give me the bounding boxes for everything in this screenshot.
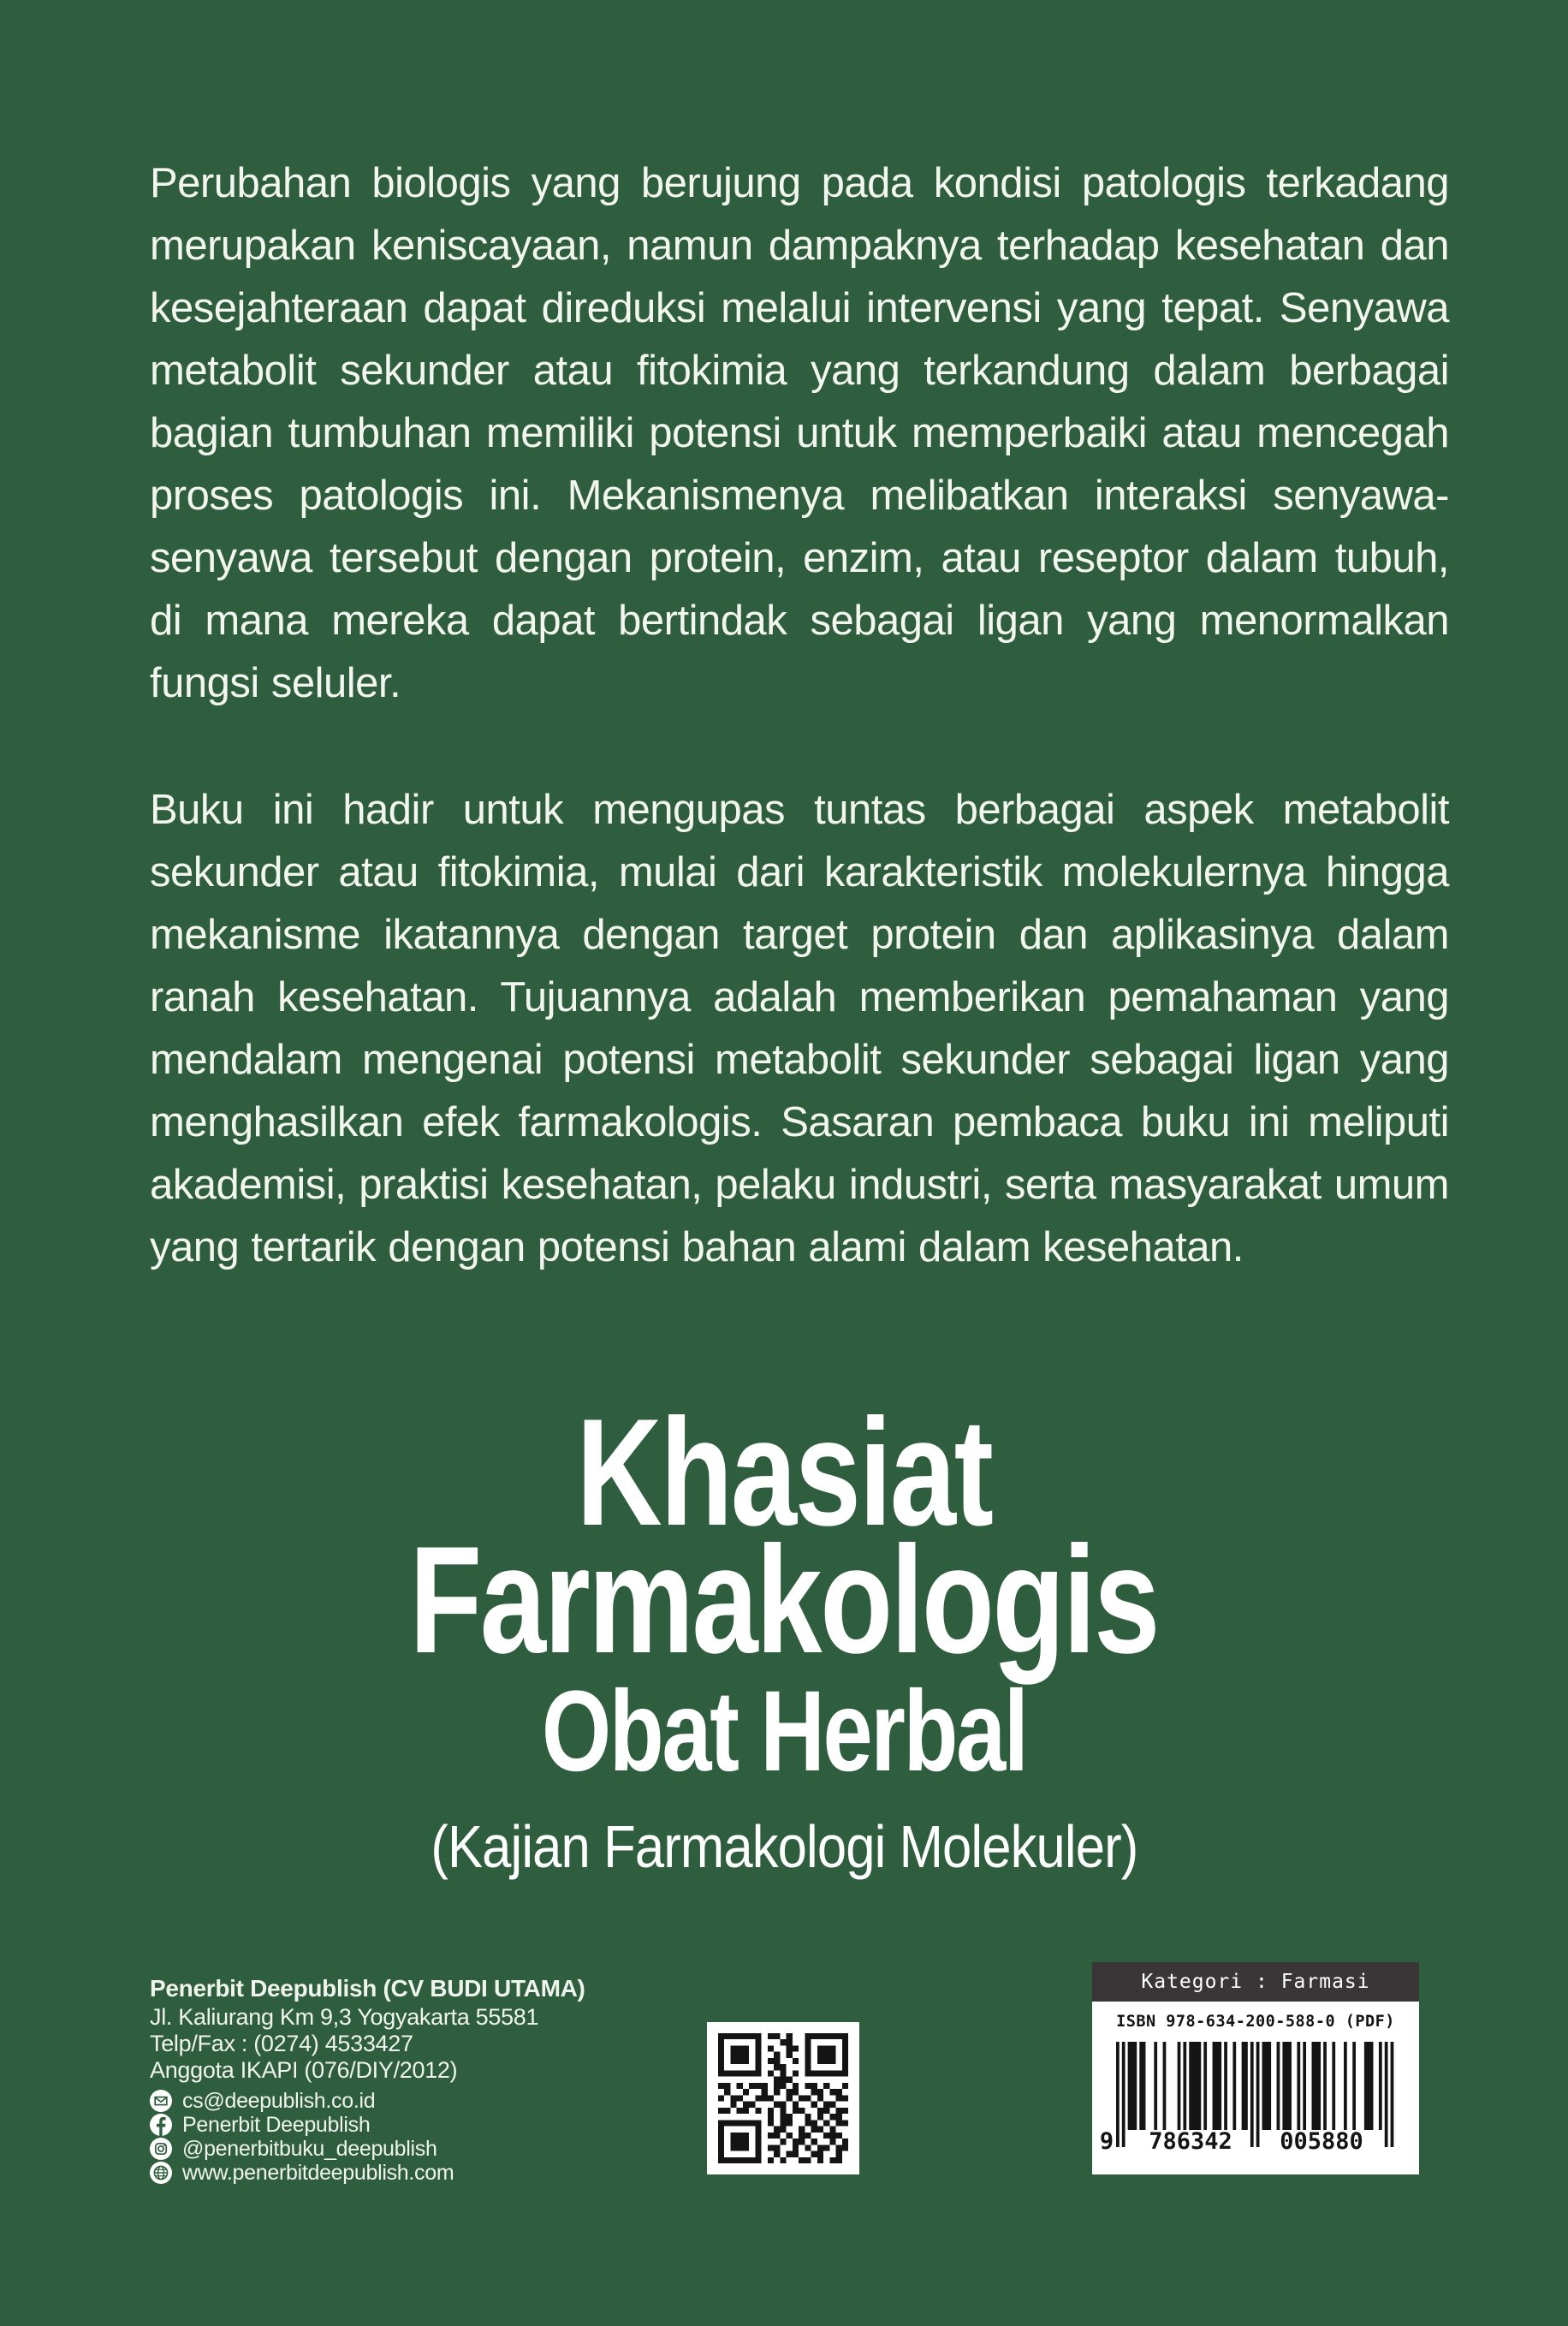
book-title-line-3: Obat Herbal (541, 1668, 1027, 1795)
barcode-digit-group-2: 005880 (1280, 2128, 1363, 2155)
book-subtitle: (Kajian Farmakologi Molekuler) (430, 1813, 1138, 1880)
instagram-icon (150, 2138, 172, 2160)
contact-row-facebook (150, 2113, 680, 2137)
contact-row-email (150, 2089, 680, 2113)
publisher-name: Penerbit Deepublish (CV BUDI UTAMA) (150, 1975, 585, 2002)
contact-label-website: www.penerbitdeepublish.com (182, 2161, 454, 2185)
facebook-icon (150, 2114, 172, 2136)
category-bar (1092, 1962, 1419, 2002)
contact-label-email: cs@deepublish.co.id (182, 2089, 376, 2113)
publisher-address: Jl. Kaliurang Km 9,3 Yogyakarta 55581 (150, 2004, 539, 2030)
publisher-ikapi: Anggota IKAPI (076/DIY/2012) (150, 2057, 458, 2083)
title-block (0, 1387, 1568, 1894)
contact-list (150, 2089, 680, 2185)
isbn-label: ISBN 978-634-200-588-0 (PDF) (1116, 2013, 1395, 2031)
publisher-phone: Telp/Fax : (0274) 4533427 (150, 2031, 413, 2056)
qr-code-svg (718, 2033, 848, 2163)
contact-label-instagram: @penerbitbuku_deepublish (182, 2137, 437, 2161)
contact-row-website (150, 2161, 680, 2185)
contact-label-facebook: Penerbit Deepublish (182, 2113, 371, 2137)
category-label: Kategori : Farmasi (1141, 1971, 1370, 1993)
contact-row-instagram (150, 2137, 680, 2161)
publisher-info (150, 1973, 680, 2185)
globe-icon (150, 2162, 172, 2184)
barcode-digit-left: 9 (1099, 2128, 1114, 2155)
synopsis-paragraph-1: Perubahan biologis yang berujung pada kondisi patologis terkadang merupakan keniscayaan, namun dampaknya terhadap kesehatan dan kesejahteraan dapat direduksi melalui intervensi yang tepat. Senyawa metabolit sekunder atau fitokimia yang terkandung dalam berbagai bagian tumbuhan memiliki potensi untuk memperbaiki atau mencegah proses patologis ini. Mekanismenya melibatkan interaksi senyawa-senyawa tersebut dengan protein, enzim, atau reseptor dalam tubuh, di mana mereka dapat bertindak sebagai ligan yang menormalkan fungsi seluler. (150, 160, 1449, 706)
synopsis-paragraph-2: Buku ini hadir untuk mengupas tuntas berbagai aspek metabolit sekunder atau fitokimia, mulai dari karakteristik molekulernya hingga mekanisme ikatannya dengan target protein dan aplikasinya dalam ranah kesehatan. Tujuannya adalah memberikan pemahaman yang mendalam mengenai potensi metabolit sekunder sebagai ligan yang menghasilkan efek farmakologis. Sasaran pembaca buku ini meliputi akademisi, praktisi kesehatan, pelaku industri, serta masyarakat umum yang tertarik dengan potensi bahan alami dalam kesehatan. (150, 787, 1449, 1270)
qr-code (707, 2022, 859, 2174)
email-icon (150, 2090, 172, 2112)
book-title-line-2: Farmakologis (409, 1514, 1159, 1685)
synopsis (150, 152, 1449, 1279)
barcode-digit-group-1: 786342 (1149, 2128, 1232, 2155)
barcode-body (1092, 2002, 1419, 2174)
book-title-line-1: Khasiat (576, 1387, 992, 1557)
barcode-block (1092, 1962, 1419, 2174)
